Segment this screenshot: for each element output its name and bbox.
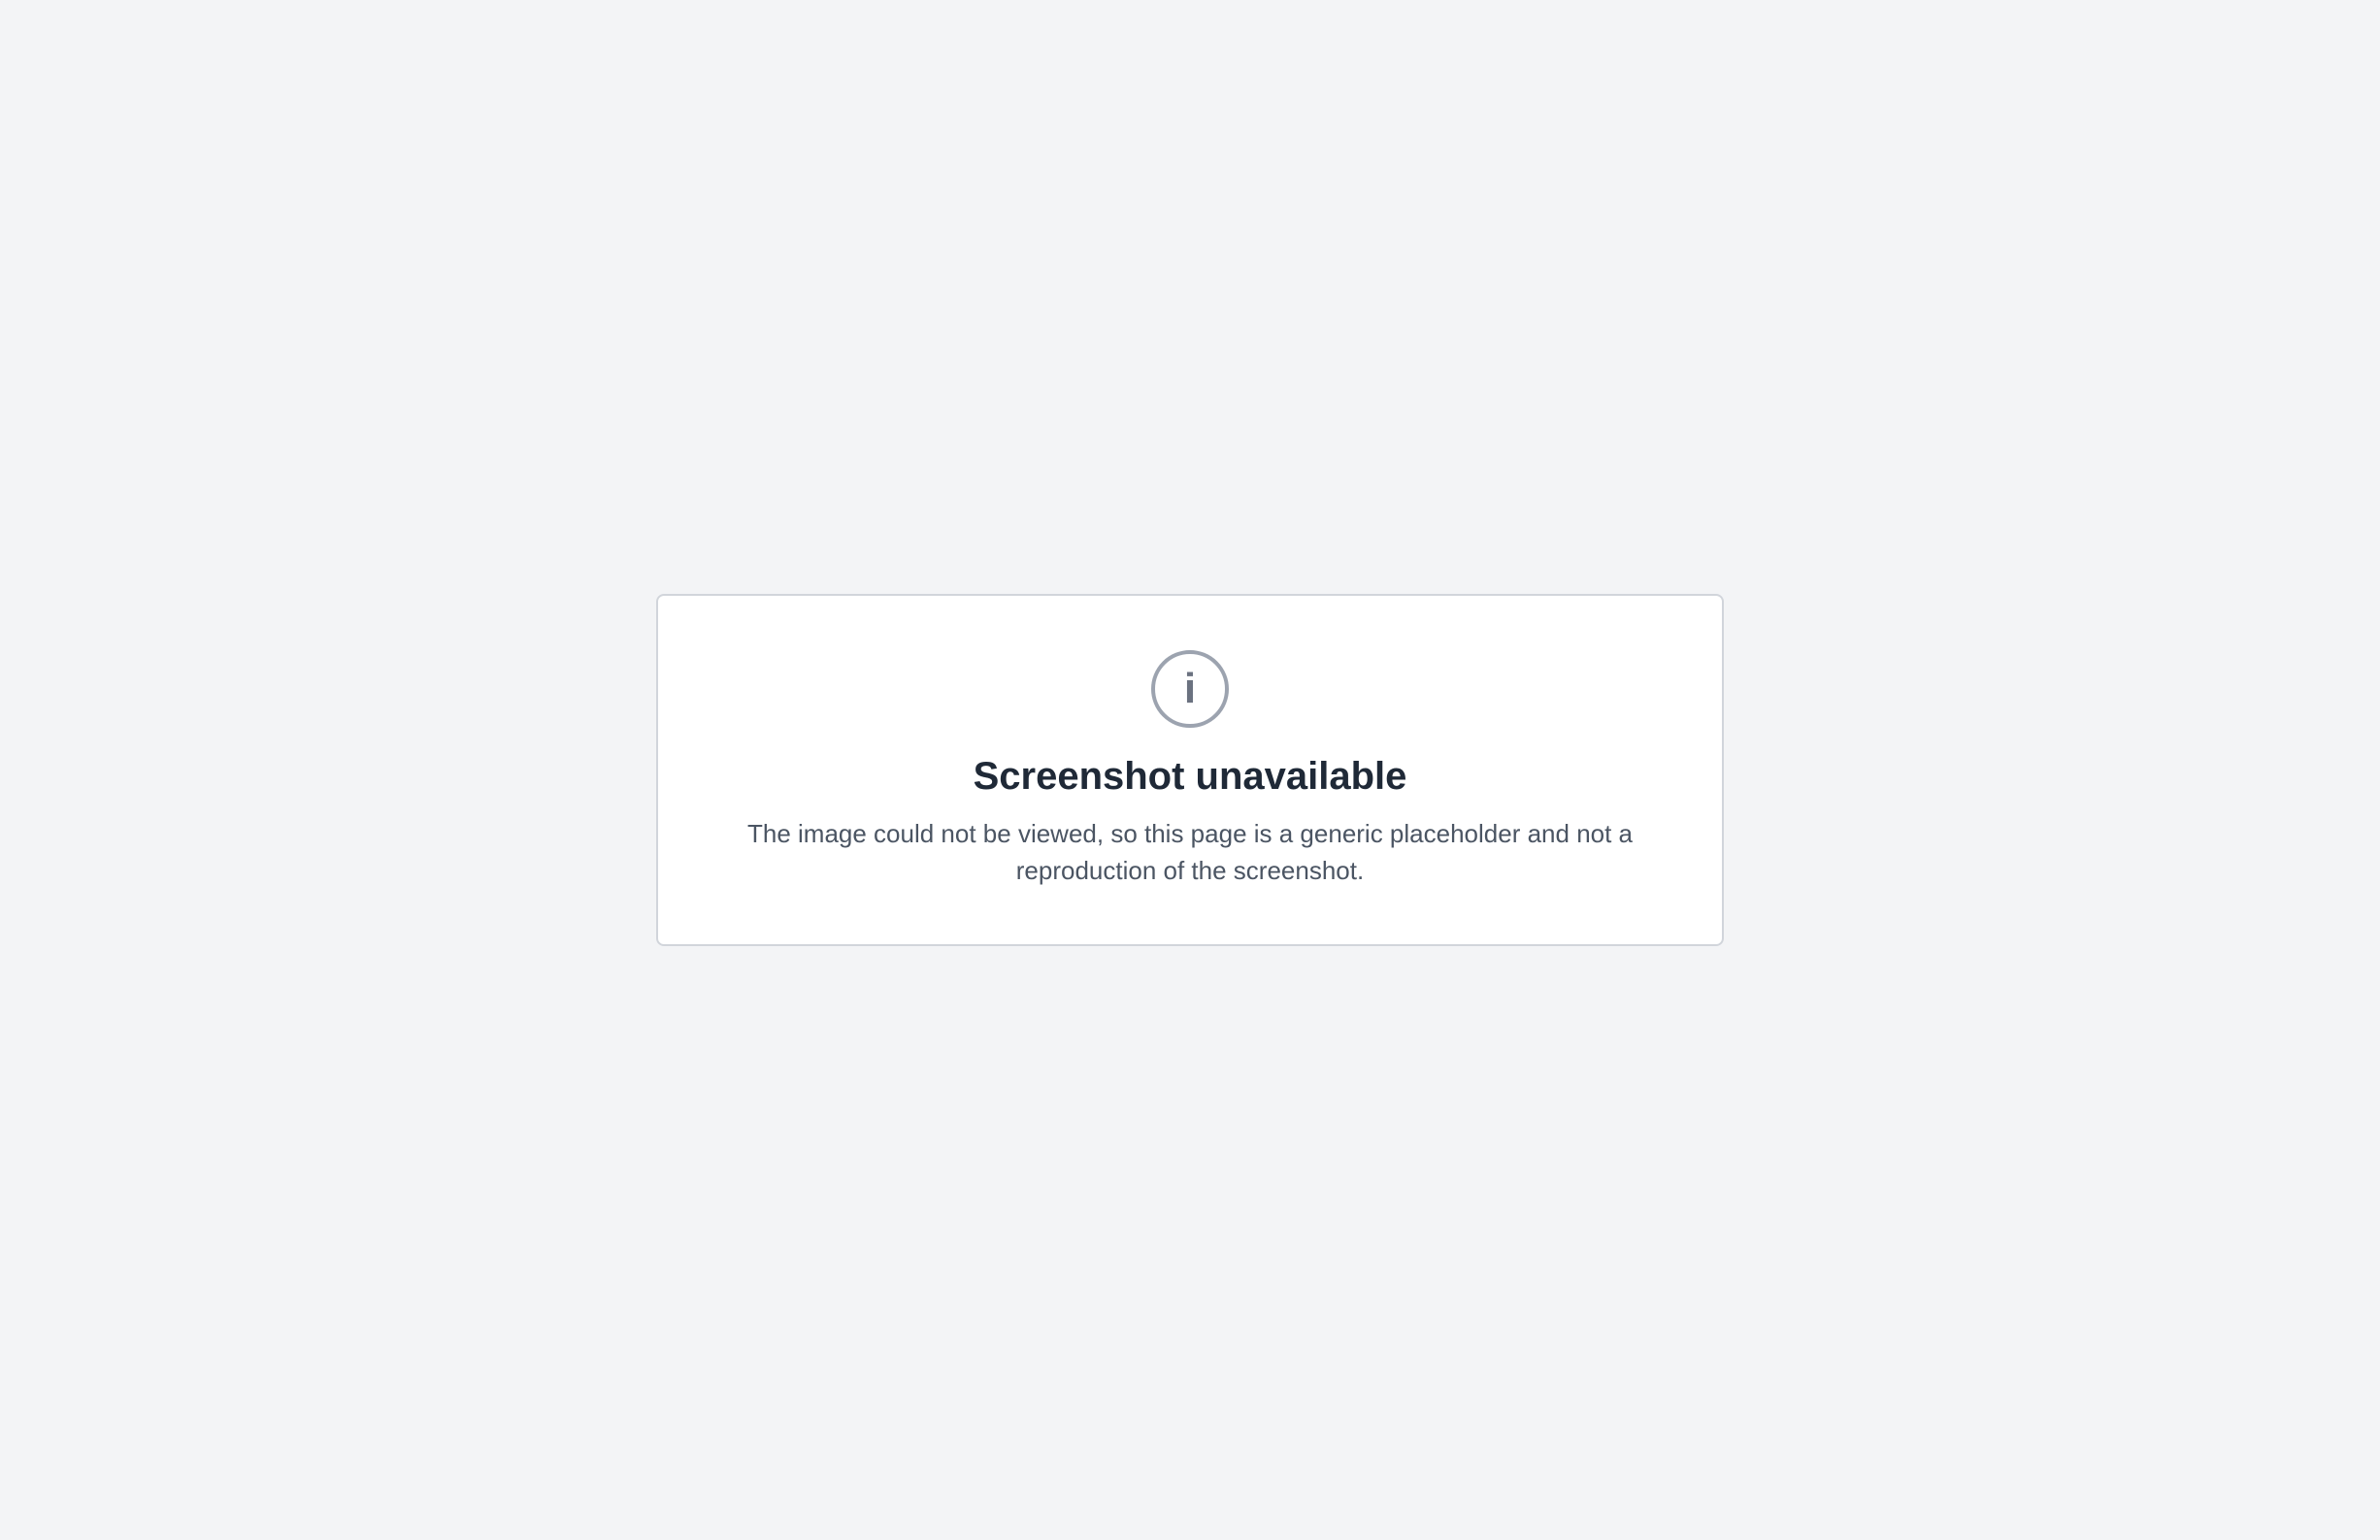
- info-icon: i: [1151, 650, 1229, 728]
- placeholder-title: Screenshot unavailable: [973, 755, 1407, 799]
- placeholder-panel: [656, 594, 1724, 945]
- placeholder-message: The image could not be viewed, so this page is a generic placeholder and not a reproduction of the screenshot.: [746, 819, 1634, 885]
